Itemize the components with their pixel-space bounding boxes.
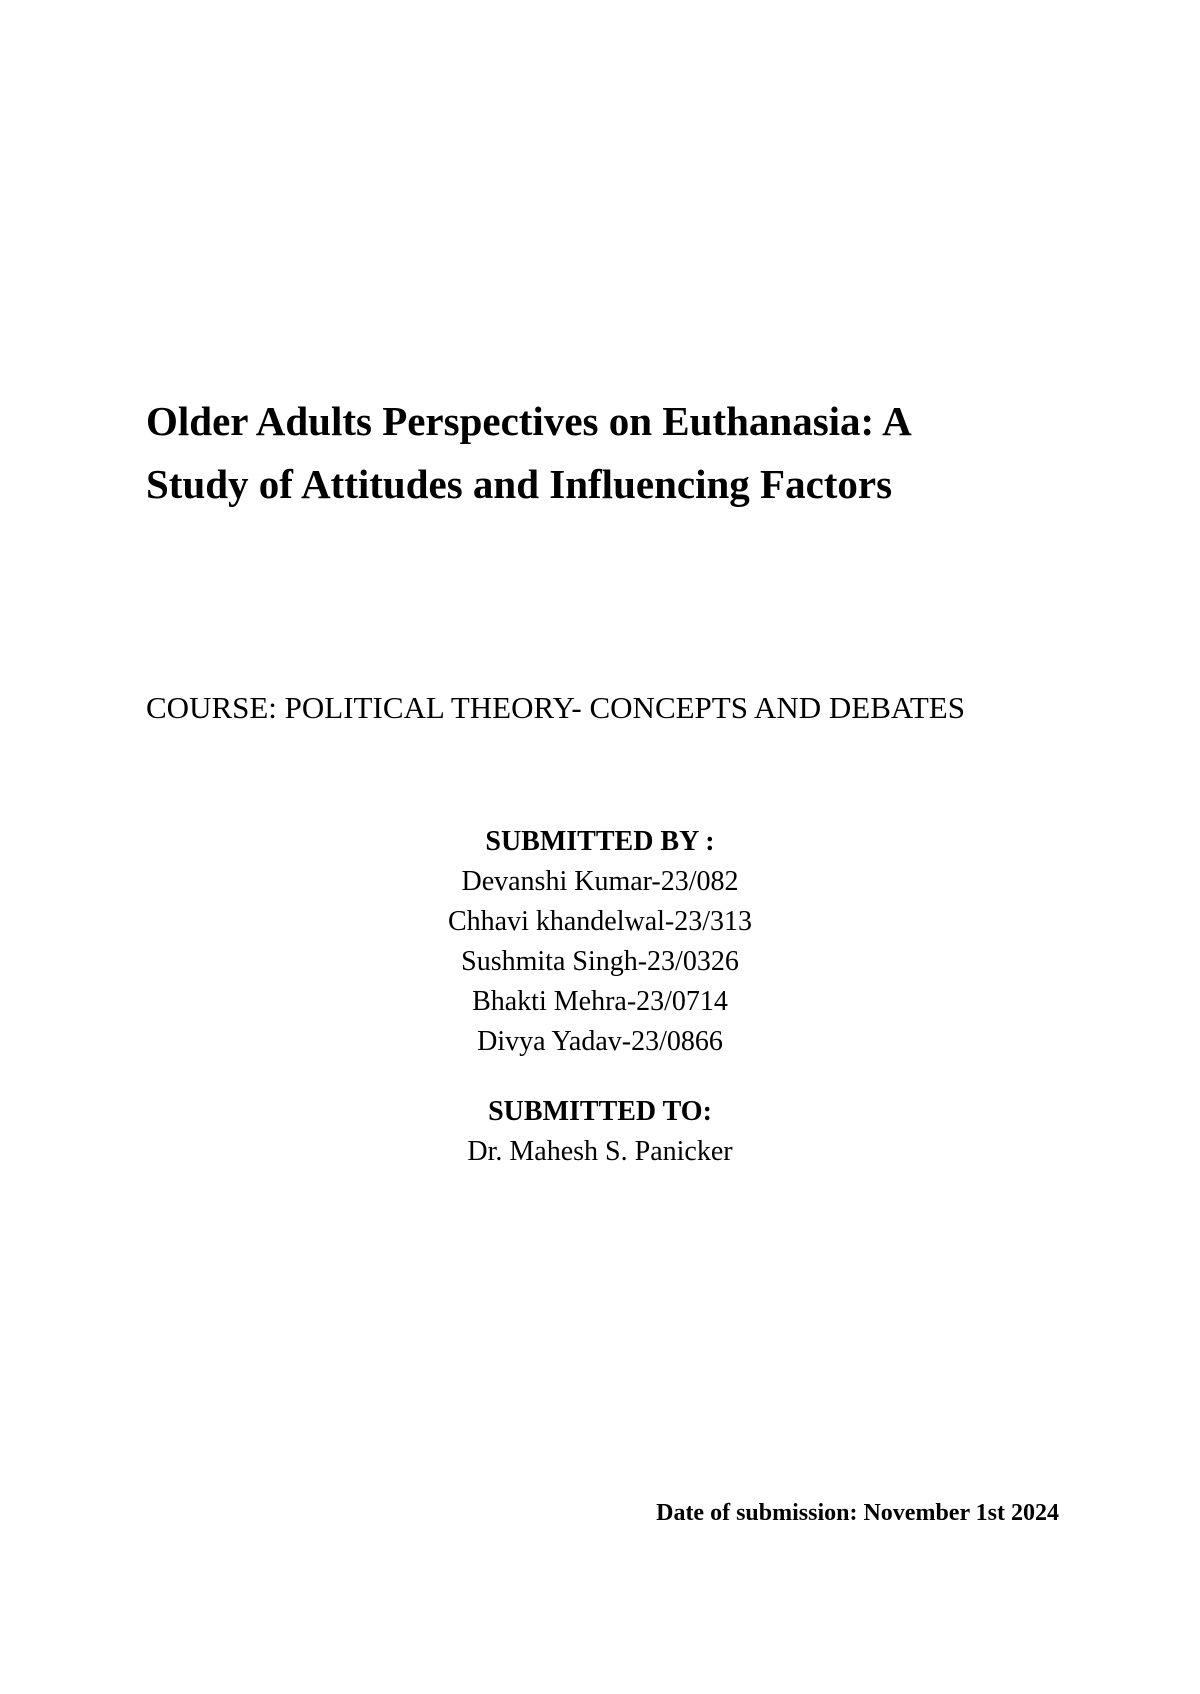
course-name: COURSE: POLITICAL THEORY- CONCEPTS AND DEBATES — [146, 690, 965, 725]
submitted-to-heading: SUBMITTED TO: — [488, 1096, 712, 1127]
member-item: Divya Yadav-23/0866 — [477, 1026, 723, 1057]
member-item: Chhavi khandelwal-23/313 — [447, 906, 753, 937]
member-item: Bhakti Mehra-23/0714 — [472, 986, 728, 1017]
submitted-by-section — [0, 822, 1200, 1062]
member-item: Sushmita Singh-23/0326 — [461, 946, 739, 977]
supervisor-name: Dr. Mahesh S. Panicker — [467, 1136, 733, 1167]
document-title — [146, 390, 1086, 516]
submitted-to-section — [0, 1092, 1200, 1172]
title-line-1: Older Adults Perspectives on Euthanasia: A — [146, 398, 912, 444]
submission-date: Date of submission: November 1st 2024 — [656, 1500, 1059, 1526]
member-item: Devanshi Kumar-23/082 — [461, 866, 739, 897]
submitted-by-heading: SUBMITTED BY : — [485, 826, 715, 857]
title-line-2: Study of Attitudes and Influencing Factors — [146, 461, 893, 507]
